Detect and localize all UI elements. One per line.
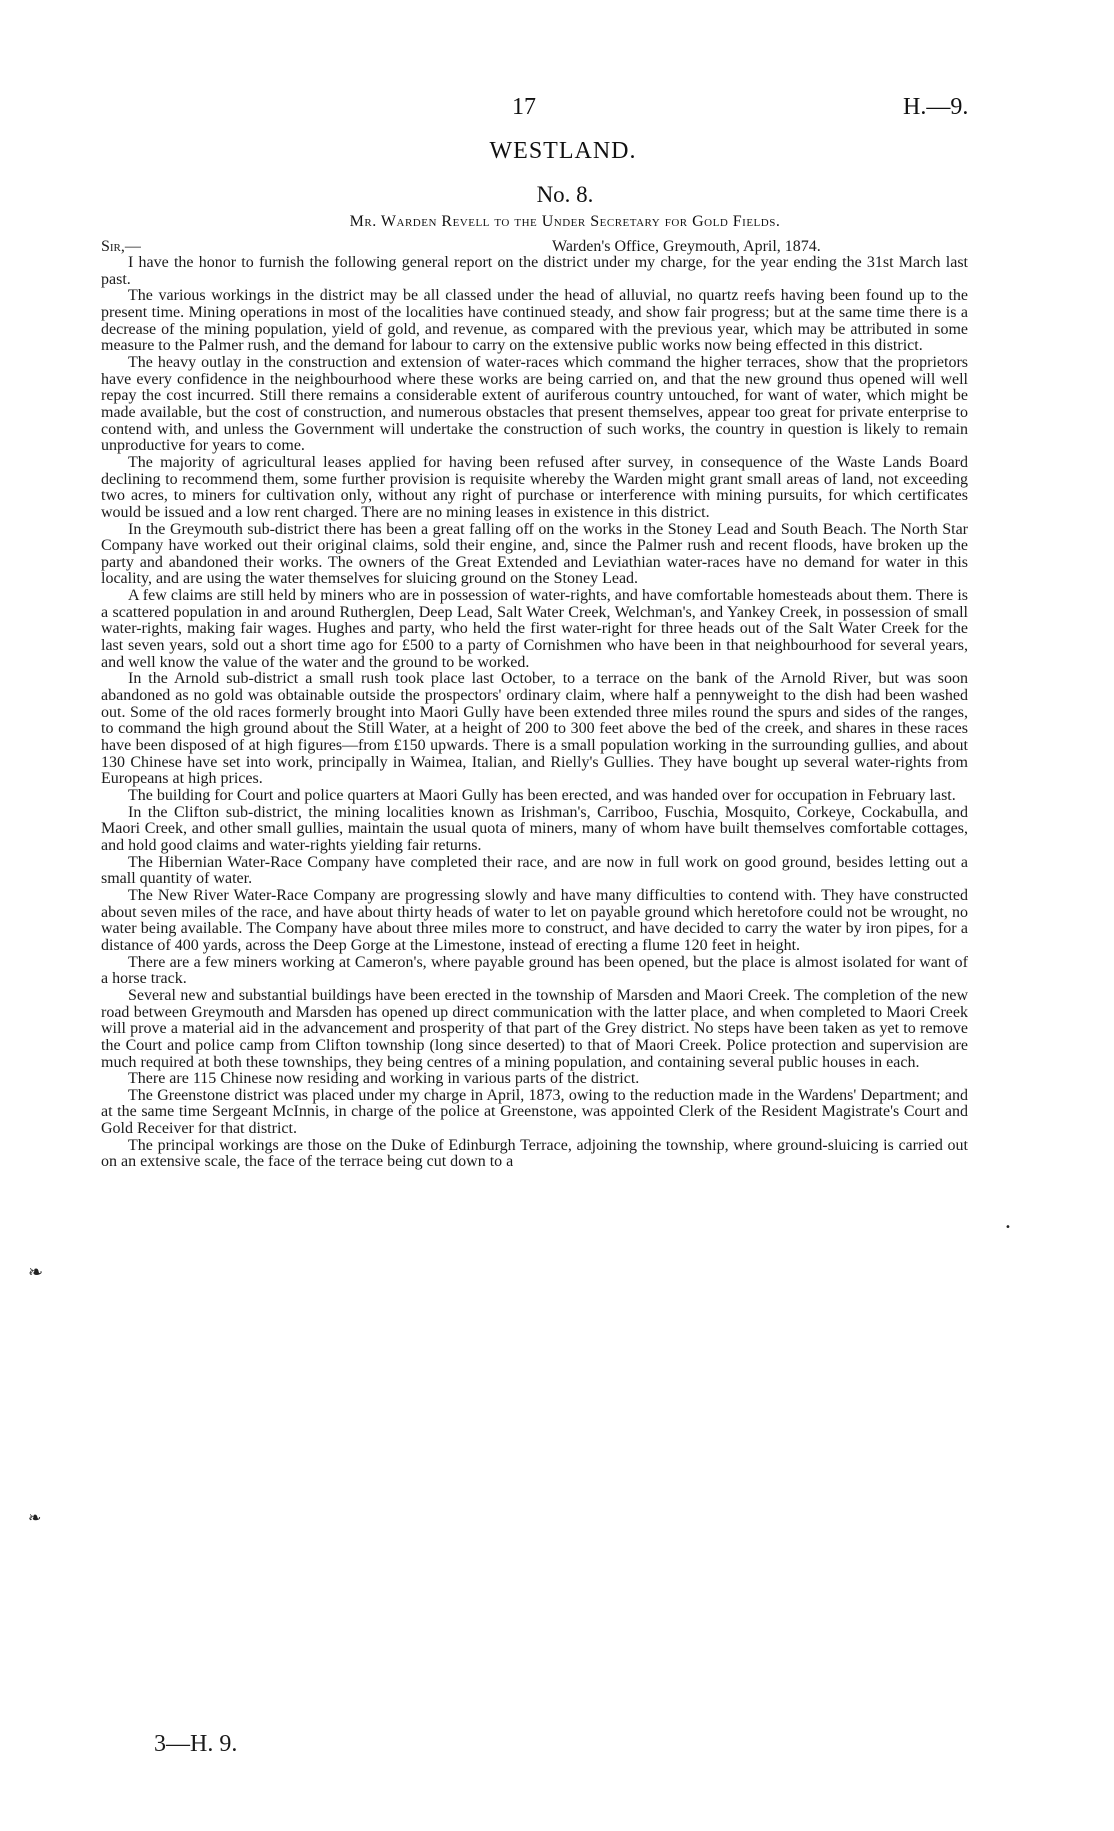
letter-subject: Mr. Warden Revell to the Under Secretary for Gold Fields. (349, 213, 781, 230)
margin-speck-mark: ❧ (28, 1508, 42, 1527)
series-code: H.—9. (903, 94, 969, 120)
paragraph: In the Greymouth sub-district there has been a great falling off on the works in the Stoney Lead and South Beach. The North Star Company have worked out their original claims, sold their engine, and, since the Palmer rush and recent floods, have broken up the party and abandoned their works. The owners of the Great Extended and Leviathian water-races have no demand for water in this locality, and are using the water themselves for sluicing ground on the Stoney Lead. (101, 520, 968, 588)
paragraph: The New River Water-Race Company are progressing slowly and have many difficulties to contend with. They have constructed about seven miles of the race, and have about thirty heads of water to let on payable ground which heretofore could not be wrought, no water being available. The Company have about three miles more to construct, and have decided to carry the water by iron pipes, for a distance of 400 yards, across the Deep Gorge at the Limestone, instead of erecting a flume 120 feet in height. (101, 886, 968, 954)
margin-speck-mark: ❧ (28, 1262, 44, 1283)
dateline: Warden's Office, Greymouth, April, 1874. (552, 238, 821, 255)
paragraph: The various workings in the district may be all classed under the head of alluvial, no quartz reefs having been found up to the present time. Mining operations in most of the localities have continued steady, and show fair progress; but at the same time there is a decrease of the mining population, yield of gold, and revenue, as compared with the previous year, which may be attributed in some measure to the Palmer rush, and the demand for labour to carry on the extensive public works now being effected in this district. (101, 287, 968, 355)
page-number: 17 (512, 94, 536, 120)
paragraph: There are a few miners working at Cameron's, where payable ground has been opened, but the place is almost isolated for want of a horse track. (101, 953, 968, 988)
signature-mark: 3—H. 9. (154, 1731, 238, 1757)
paragraph: I have the honor to furnish the following general report on the district under my charge, for the year ending the 31st March last past. (101, 254, 968, 288)
paragraph: In the Arnold sub-district a small rush took place last October, to a terrace on the bank of the Arnold River, but was soon abandoned as no gold was obtainable outside the prospectors' ordinary claim, where half a pennyweight to the dish had been washed out. Some of the old races formerly brought into Maori Gully have been extended three miles round the spurs and sides of the ranges, to command the high ground about the Still Water, at a height of 200 to 300 feet above the bed of the creek, and shares in these races have been disposed of at high figures—from £150 upwards. There is a small population working in the surrounding gullies, and about 130 Chinese have set into work, principally in Waimea, Italian, and Rielly's Gullies. They have bought up several water-rights from Europeans at high prices. (101, 670, 968, 788)
section-title: WESTLAND. (489, 138, 637, 164)
paragraph: The principal workings are those on the Duke of Edinburgh Terrace, adjoining the township, where ground-sluicing is carried out on an extensive scale, the face of the terrace being cut down to a (101, 1136, 968, 1171)
document-number: No. 8. (536, 182, 594, 207)
salutation: Sir,— (101, 238, 141, 255)
paragraph: Several new and substantial buildings have been erected in the township of Marsden and Maori Creek. The completion of the new road between Greymouth and Marsden has opened up direct communication with the latter place, and when completed to Maori Creek will prove a material aid in the advancement and prosperity of that part of the Grey district. No steps have been taken as yet to remove the Court and police camp from Clifton township (long since deserted) to that of Maori Creek. Police protection and supervision are much required at both these townships, they being centres of a mining population, and containing several public houses in each. (101, 986, 968, 1071)
paragraph: The building for Court and police quarters at Maori Gully has been erected, and was handed over for occupation in February last. (128, 787, 956, 804)
paragraph: The Hibernian Water-Race Company have completed their race, and are now in full work on good ground, besides letting out a small quantity of water. (101, 853, 968, 888)
report-body (101, 255, 968, 1171)
margin-dot-mark: • (1005, 1222, 1011, 1233)
paragraph: The Greenstone district was placed under my charge in April, 1873, owing to the reduction made in the Wardens' Department; and at the same time Sergeant McInnis, in charge of the police at Greenstone, was appointed Clerk of the Resident Magistrate's Court and Gold Receiver for that district. (101, 1086, 968, 1138)
paragraph: In the Clifton sub-district, the mining localities known as Irishman's, Carriboo, Fuschia, Mosquito, Corkeye, Cockabulla, and Maori Creek, and other small gullies, maintain the usual quota of miners, many of whom have built themselves comfortable cottages, and hold good claims and water-rights yielding fair returns. (101, 803, 968, 854)
paragraph: The majority of agricultural leases applied for having been refused after survey, in consequence of the Waste Lands Board declining to recommend them, some further provision is requisite whereby the Warden might grant small areas of land, not exceeding two acres, to miners for cultivation only, without any right of purchase or interference with mining pursuits, for which certificates would be issued and a low rent charged. There are no mining leases in existence in this district. (101, 453, 968, 521)
paragraph: The heavy outlay in the construction and extension of water-races which command the higher terraces, show that the proprietors have every confidence in the neighbourhood where these works are being carried on, and that the new ground thus opened will well repay the cost incurred. Still there remains a considerable extent of auriferous country untouched, for want of water, which might be made available, but the cost of construction, and numerous obstacles that present themselves, appear too great for private enterprise to contend with, and unless the Government will undertake the construction of such works, the country in question is likely to remain unproductive for years to come. (101, 353, 968, 455)
paragraph: There are 115 Chinese now residing and working in various parts of the district. (128, 1070, 640, 1088)
paragraph: A few claims are still held by miners who are in possession of water-rights, and have comfortable homesteads about them. There is a scattered population in and around Rutherglen, Deep Lead, Salt Water Creek, Welchman's, and Yankey Creek, in possession of small water-rights, making fair wages. Hughes and party, who held the first water-right for three heads out of the Salt Water Creek for the last seven years, sold out a short time ago for £500 to a party of Cornishmen who have been in that neighbourhood for several years, and well know the value of the water and the ground to be worked. (101, 587, 968, 671)
